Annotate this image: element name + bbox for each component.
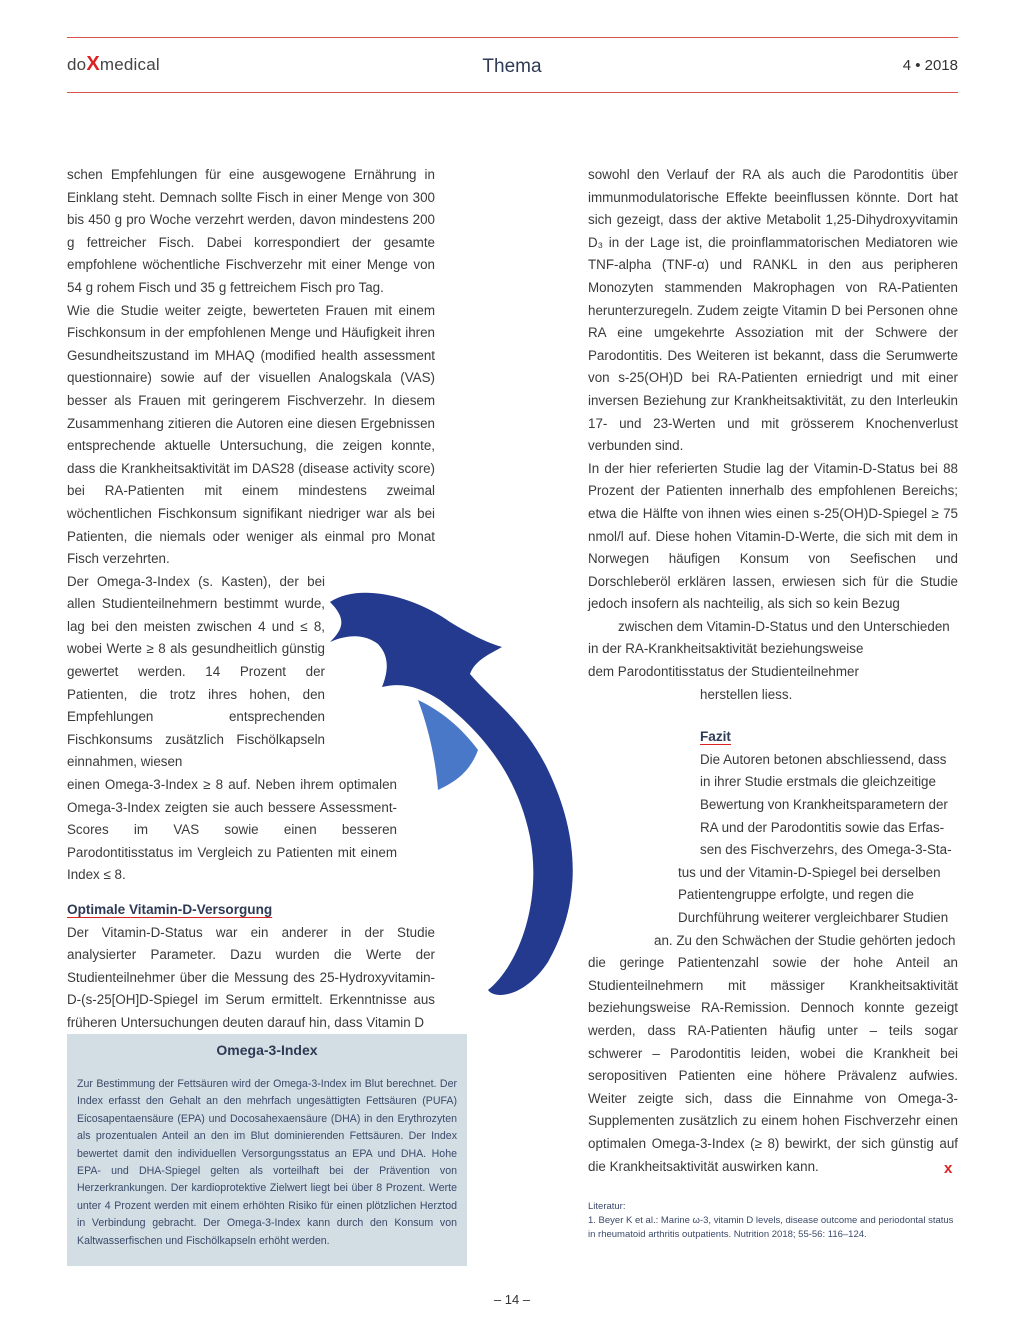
issue-number: 4 • 2018 [902, 57, 958, 74]
left-paragraph-4: Der Vitamin-D-Status war ein anderer in der Studie analysierter Parameter. Dazu wurden die Werte der Studienteilnehmer über die Messung des 25-Hydroxyvitamin-D-(s-25[OH]D-Spiegel im Serum ermittelt. Erkenntnisse aus früheren Untersuchungen deuten darauf hin, dass Vitamin D [67, 924, 435, 1030]
section-title: Thema [482, 56, 542, 77]
fazit-line: RA und der Parodontitis sowie das Erfas- [700, 819, 945, 835]
left-paragraph-1: schen Empfehlungen für eine ausgewogene Ernährung in Einklang steht. Demnach sollte Fisch in einer Menge von 300 bis 450 g pro Woche verzehrt werden, davon mindestens 200 g fettreicher Fisch. Dabei korrespondiert der gesamte empfohlene wöchentliche Fischverzehr mit einer Menge von 54 g rohem Fisch und 35 g fettreichem Fisch pro Tag. [67, 167, 435, 295]
fazit-rest: die geringe Patientenzahl sowie der hohe Anteil an Studienteilnehmern mit mässiger Krankheitsaktivität beziehungsweise RA-Remission. Dennoch konnte gezeigt werden, dass RA-Patienten häufig unter – teils sogar schwerer – Parodontitis leiden, wobei die Krankheit bei seropositiven Patienten eine höhere Prävalenz aufwies. Weiter zeigte sich, dass die Einnahme von Omega-3-Supplementen zusätzlich zu einem hohen Fischverzehr einen optimalen Omega-3-Index (≥ 8) bewirkt, der sich günstig auf die Krankheitsaktivität auswirken kann. [588, 955, 958, 1174]
right-column [588, 164, 958, 1178]
omega3-info-box [67, 1034, 467, 1266]
logo-text-medical: medical [99, 55, 160, 74]
heading-vitamin-d: Optimale Vitamin-D-Versorgung [67, 902, 273, 917]
logo-text-do: do [67, 55, 87, 74]
fazit-line: an. Zu den Schwächen der Studie gehörten jedoch [654, 932, 956, 948]
fazit-line: Patientengruppe erfolgte, und regen die [678, 887, 915, 903]
left-paragraph-3: Der Omega-3-Index (s. Kasten), der bei allen Studienteilnehmern bestimmt wurde, lag bei den meisten zwischen 4 und ≤ 8, wobei Werte ≥ 8 als gesundheitlich günstig gewertet werden. 14 Prozent der Patienten, die trotz ihres hohen, den Empfehlungen entsprechenden Fischkonsums zusätzlich Fischölkapseln einnahmen, wiesen [67, 573, 325, 770]
fazit-line: Bewertung von Krankheitsparametern der [700, 797, 948, 813]
left-column [67, 164, 435, 1035]
reference-item: 1. Beyer K et al.: Marine ω-3, vitamin D levels, disease outcome and periodontal status in rheumatoid arthritis outpatients. Nutrition 2018; 55-56: 116–124. [588, 1214, 954, 1240]
header-bottom-rule [67, 92, 958, 93]
heading-fazit: Fazit [700, 729, 731, 745]
logo-x-mark: X [86, 53, 100, 75]
references [588, 1200, 960, 1241]
left-paragraph-2: Wie die Studie weiter zeigte, bewerteten Frauen mit einem Fischkonsum in der empfohlenen Menge und Häufigkeit ihren Gesundheitszustand im MHAQ (modified health assessment questionnaire) sowie auf der visuellen Analogskala (VAS) besser als Frauen mit geringerem Fischverzehr. In diesem Zusammenhang zitieren die Autoren eine diesen Ergebnissen entsprechende aktuelle Untersuchung, die zeigen konnte, dass die Krankheitsaktivität im DAS28 (disease activity score) bei RA-Patienten mit einem mindestens zweimal wöchentlichen Fischkonsum signifikant niedriger war als bei Patienten, die niemals oder weniger als einmal pro Monat Fisch verzehrten. [67, 302, 435, 567]
right-paragraph-2-line: zwischen dem Vitamin-D-Status und den Unterschieden [618, 618, 950, 634]
info-box-title: Omega-3-Index [216, 1042, 318, 1058]
right-paragraph-1: sowohl den Verlauf der RA als auch die Parodontitis über immunmodulatorische Effekte beeinflussen könnte. Dort hat sich gezeigt, dass der aktive Metabolit 1,25-Dihydroxyvitamin D₃ in der Lage ist, die proinflammatorischen Mediatoren wie TNF-alpha (TNF-α) und RANKL in den aus peripheren Monozyten stammenden Makrophagen von RA-Patienten herunterzuregeln. Zudem zeigte Vitamin D bei Personen ohne RA eine umgekehrte Assoziation mit der Schwere der Parodontitis. Des Weiteren ist bekannt, dass die Serumwerte von s-25(OH)D bei RA-Patienten erniedrigt und mit einer inversen Beziehung zur Krankheitsaktivität, zu den Interleukin 17- und 23-Werten und mit grösserem Knochenverlust verbunden sind. [588, 167, 958, 454]
right-paragraph-2-line: in der RA-Krankheitsaktivität beziehungsweise [588, 641, 864, 657]
header-top-rule [67, 37, 958, 38]
right-paragraph-2: In der hier referierten Studie lag der Vitamin-D-Status bei 88 Prozent der Patienten innerhalb des empfohlenen Bereichs; etwa die Hälfte von ihnen wies einen s-25(OH)D-Spiegel ≥ 75 nmol/l auf. Diese hohen Vitamin-D-Werte, die sich mit dem in Norwegen häufigen Konsum von Seefischen und Dorschleberöl erklären lassen, erwiesen sich für die Studie jedoch insofern als nachteilig, als sich so kein Bezug [588, 460, 958, 612]
article-end-mark: x [944, 1160, 953, 1177]
fazit-line: sen des Fischverzehrs, des Omega-3-Sta- [700, 842, 952, 858]
page-number: – 14 – [493, 1292, 531, 1307]
left-paragraph-3b: einen Omega-3-Index ≥ 8 auf. Neben ihrem optimalen Omega-3-Index zeigten sie auch bessere Assessment-Scores im VAS sowie einen besseren Parodontitisstatus im Vergleich zu Patienten mit einem Index ≤ 8. [67, 777, 397, 883]
references-label: Literatur: [588, 1201, 626, 1212]
fazit-line: Die Autoren betonen abschliessend, dass [700, 751, 947, 767]
fazit-line: tus und der Vitamin-D-Spiegel bei derselben [678, 864, 941, 880]
right-paragraph-2-line: dem Parodontitisstatus der Studienteilnehmer [588, 664, 859, 680]
fazit-line: in ihrer Studie erstmals die gleichzeitige [700, 774, 936, 790]
fazit-line: Durchführung weiterer vergleichbarer Studien [678, 910, 949, 925]
info-box-text: Zur Bestimmung der Fettsäuren wird der Omega-3-Index im Blut berechnet. Der Index erfasst den Gehalt an den mehrfach ungesättigten Fettsäuren (PUFA) Eicosapentaensäure (EPA) und Docosahexaensäure (DHA) in den Erythrozyten als prozentualen Anteil an den im Blut dominierenden Fettsäuren. Der Index bewertet damit den individuellen Versorgungsstatus an EPA und DHA. Hohe EPA- und DHA-Spiegel gelten als vorteilhaft bei der Prävention von Herzerkrankungen. Der kardioprotektive Zielwert liegt bei über 8 Prozent. Werte unter 4 Prozent werden mit einem erhöhten Risiko für einen plötzlichen Herztod in Verbindung gebracht. Der Omega-3-Index kann durch den Konsum von Kaltwasserfischen und Fischölkapseln erhöht werden. [77, 1078, 457, 1247]
right-paragraph-2-line: herstellen liess. [700, 686, 793, 702]
